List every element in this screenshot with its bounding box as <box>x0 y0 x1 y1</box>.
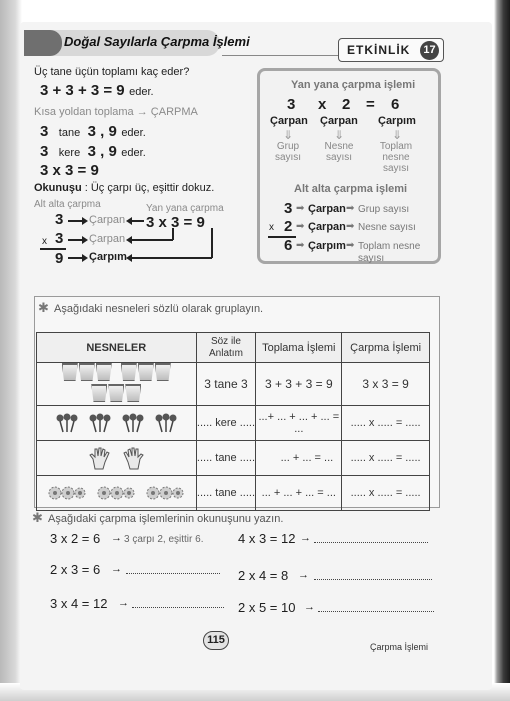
table-row <box>37 476 430 511</box>
arrow-back-vertical-3 <box>211 228 213 258</box>
activity-badge <box>338 38 444 62</box>
bb-expr-b: 2 <box>342 96 351 113</box>
flower-bunches-image <box>37 406 197 441</box>
arrow-line-1 <box>68 220 82 222</box>
header-verbal: Söz ile Anlatım <box>196 333 256 363</box>
bb-part-1: Çarpan <box>270 115 308 127</box>
bb-vrow-2-part: Çarpan <box>308 221 346 233</box>
header-addition: Toplama İşlemi <box>256 333 342 363</box>
reading-4-arrow: → <box>298 569 309 581</box>
reading-1-answer: 3 çarpı 2, eşittir 6. <box>124 534 204 545</box>
table-header-row <box>37 333 430 363</box>
header-rule <box>222 55 340 56</box>
vertical-result: 9 <box>55 250 64 267</box>
bb-vrow-2-num: 2 <box>284 218 293 235</box>
kere-word: kere <box>58 147 81 159</box>
reading-4-expression: 2 x 4 = 8 <box>238 568 289 583</box>
footer-section: Çarpma İşlemi <box>370 642 429 652</box>
page-number: 115 <box>203 631 229 650</box>
blackboard-vertical-title: Alt alta çarpma işlemi <box>294 183 408 195</box>
kere-suffix: eder. <box>121 147 146 159</box>
row-2-verbal: ..... kere ..... <box>196 406 256 441</box>
header-multiplication: Çarpma İşlemi <box>342 333 430 363</box>
reading-1-arrow: → <box>111 532 122 544</box>
row-2-multiplication: ..... x ..... = ..... <box>342 406 430 441</box>
bb-vrow-2-arrow-icon: ➡ <box>296 221 305 232</box>
label-yan-yana: Yan yana çarpma <box>146 203 224 214</box>
tane-suffix: eder. <box>121 127 146 139</box>
row-1-multiplication: 3 x 3 = 9 <box>342 363 430 406</box>
table-row <box>37 441 430 476</box>
flower-bunch-icon <box>121 413 145 433</box>
bb-vrow-1-part: Çarpan <box>308 203 346 215</box>
reading-3-answer-line[interactable] <box>126 573 220 574</box>
bb-vrow-2-arrow2-icon: ➡ <box>346 221 355 232</box>
flower-bunch-icon <box>154 413 178 433</box>
tane-result: 3 , 9 <box>87 123 117 140</box>
bb-vrow-1-arrow-icon: ➡ <box>296 203 305 214</box>
reading-4-answer-line[interactable] <box>314 579 432 580</box>
hand-icon <box>87 446 113 470</box>
star-icon: ✱ <box>38 300 49 315</box>
bb-vertical-sign: x <box>269 222 274 233</box>
reading-2-expression: 4 x 3 = 12 <box>238 531 296 546</box>
vertical-mult-sign: x <box>42 236 47 247</box>
sum-suffix: eder. <box>129 86 154 98</box>
flat-flowers-image <box>37 476 197 511</box>
row-3-addition: ... + ... = ... <box>256 441 342 476</box>
grouping-table <box>36 332 430 511</box>
header-objects: NESNELER <box>37 333 197 363</box>
reading-1-expression: 3 x 2 = 6 <box>50 531 101 546</box>
bb-part-3: Çarpım <box>378 115 416 127</box>
down-arrow-3-icon: ⇓ <box>392 128 403 142</box>
short-way-note: Kısa yoldan toplama → ÇARPMA <box>34 106 198 118</box>
cups-image <box>37 363 197 406</box>
bb-vrow-3-arrow-icon: ➡ <box>296 240 305 251</box>
bb-expr-c: 6 <box>391 96 400 113</box>
row-2-addition: ...+ ... + ... + ... = ... <box>256 406 342 441</box>
scan-left-edge <box>0 0 22 701</box>
tane-number: 3 <box>40 123 49 140</box>
tane-word: tane <box>58 127 81 139</box>
row-3-multiplication: ..... x ..... = ..... <box>342 441 430 476</box>
reading-2-answer-line[interactable] <box>314 542 428 543</box>
table-row <box>37 406 430 441</box>
bb-part-2: Çarpan <box>320 115 358 127</box>
bb-expr-eq: = <box>366 96 375 113</box>
flower-group-icon <box>97 484 135 502</box>
bb-vrow-1-meaning: Grup sayısı <box>358 204 410 215</box>
kere-result: 3 , 9 <box>87 143 117 160</box>
vertical-top-number: 3 <box>55 211 64 228</box>
flower-bunch-icon <box>55 413 79 433</box>
bb-vrow-3-num: 6 <box>284 237 293 254</box>
row-1-verbal: 3 tane 3 <box>196 363 256 406</box>
down-arrow-1-icon: ⇓ <box>283 128 294 142</box>
reading-3-expression: 2 x 3 = 6 <box>50 562 101 577</box>
reading-2-arrow: → <box>300 532 311 544</box>
bb-vrow-1-arrow2-icon: ➡ <box>346 203 355 214</box>
hand-icon <box>120 446 146 470</box>
reading-6-expression: 2 x 5 = 10 <box>238 600 296 615</box>
arrow-head-2 <box>82 236 88 244</box>
bb-expr-x: x <box>318 96 327 113</box>
flower-group-icon <box>48 484 86 502</box>
hands-image <box>37 441 197 476</box>
row-4-verbal: ..... tane ..... <box>196 476 256 511</box>
bb-vrow-1-num: 3 <box>284 200 293 217</box>
bb-meaning-2: Nesne sayısı <box>324 141 354 163</box>
reading-6-answer-line[interactable] <box>318 611 434 612</box>
carpan-label-2: Çarpan <box>89 233 126 245</box>
arrow-head-1 <box>82 217 88 225</box>
row-4-addition: ... + ... + ... = ... <box>256 476 342 511</box>
bb-vrow-3-arrow2-icon: ➡ <box>346 240 355 251</box>
exercise-2-instruction: Aşağıdaki çarpma işlemlerinin okunuşunu yazın. <box>48 513 284 525</box>
reading-3-arrow: → <box>111 563 122 575</box>
label-alt-alta: Alt alta çarpma <box>34 199 101 210</box>
carpim-label: Çarpım <box>89 251 127 263</box>
arrow-back-line-1 <box>132 220 144 222</box>
arrow-back-line-2 <box>132 239 173 241</box>
kere-number: 3 <box>40 143 49 160</box>
blackboard-horizontal-title: Yan yana çarpma işlemi <box>291 79 416 91</box>
star-icon: ✱ <box>32 510 43 525</box>
exercise-1-instruction: Aşağıdaki nesneleri sözlü olarak gruplayın. <box>54 303 264 315</box>
bb-meaning-1: Grup sayısı <box>274 141 302 163</box>
carpan-label-1: Çarpan <box>89 214 126 226</box>
down-arrow-2-icon: ⇓ <box>334 128 345 142</box>
reading-5-answer-line[interactable] <box>132 607 224 608</box>
arrow-line-3 <box>68 257 82 259</box>
table-row <box>37 363 430 406</box>
flower-bunch-icon <box>88 413 112 433</box>
inline-expression: 3 x 3 = 9 <box>146 214 205 231</box>
bb-vrow-3-meaning: Toplam nesne sayısı <box>358 241 421 264</box>
page-title: Doğal Sayılarla Çarpma İşlemi <box>64 34 250 49</box>
row-1-addition: 3 + 3 + 3 = 9 <box>256 363 342 406</box>
scan-right-edge <box>494 0 510 701</box>
vertical-mid-number: 3 <box>55 230 64 247</box>
arrow-back-line-3 <box>132 257 212 259</box>
flower-group-icon <box>146 484 184 502</box>
arrow-head-3 <box>82 254 88 262</box>
concept-blackboard <box>257 68 441 264</box>
reading-label: Okunuşu <box>34 182 82 194</box>
row-3-verbal: ..... tane ..... <box>196 441 256 476</box>
reading-5-expression: 3 x 4 = 12 <box>50 596 108 611</box>
reading-6-arrow: → <box>304 601 315 613</box>
arrow-line-2 <box>68 239 82 241</box>
header-tab <box>24 30 62 56</box>
row-4-multiplication: ..... x ..... = ..... <box>342 476 430 511</box>
activity-number: 17 <box>420 41 439 60</box>
bb-expr-a: 3 <box>287 96 296 113</box>
reading-5-arrow: → <box>118 597 129 609</box>
bb-vrow-3-part: Çarpım <box>308 240 346 252</box>
reading-text: : Üç çarpı üç, eşittir dokuz. <box>84 182 215 194</box>
intro-question: Üç tane üçün toplamı kaç eder? <box>34 66 190 78</box>
activity-label: ETKİNLİK <box>347 43 411 57</box>
bb-meaning-3: Toplam nesne sayısı <box>379 141 413 174</box>
sum-expression: 3 + 3 + 3 = 9 <box>40 82 125 99</box>
bb-vrow-2-meaning: Nesne sayısı <box>358 222 416 233</box>
product-line: 3 x 3 = 9 <box>40 162 99 179</box>
